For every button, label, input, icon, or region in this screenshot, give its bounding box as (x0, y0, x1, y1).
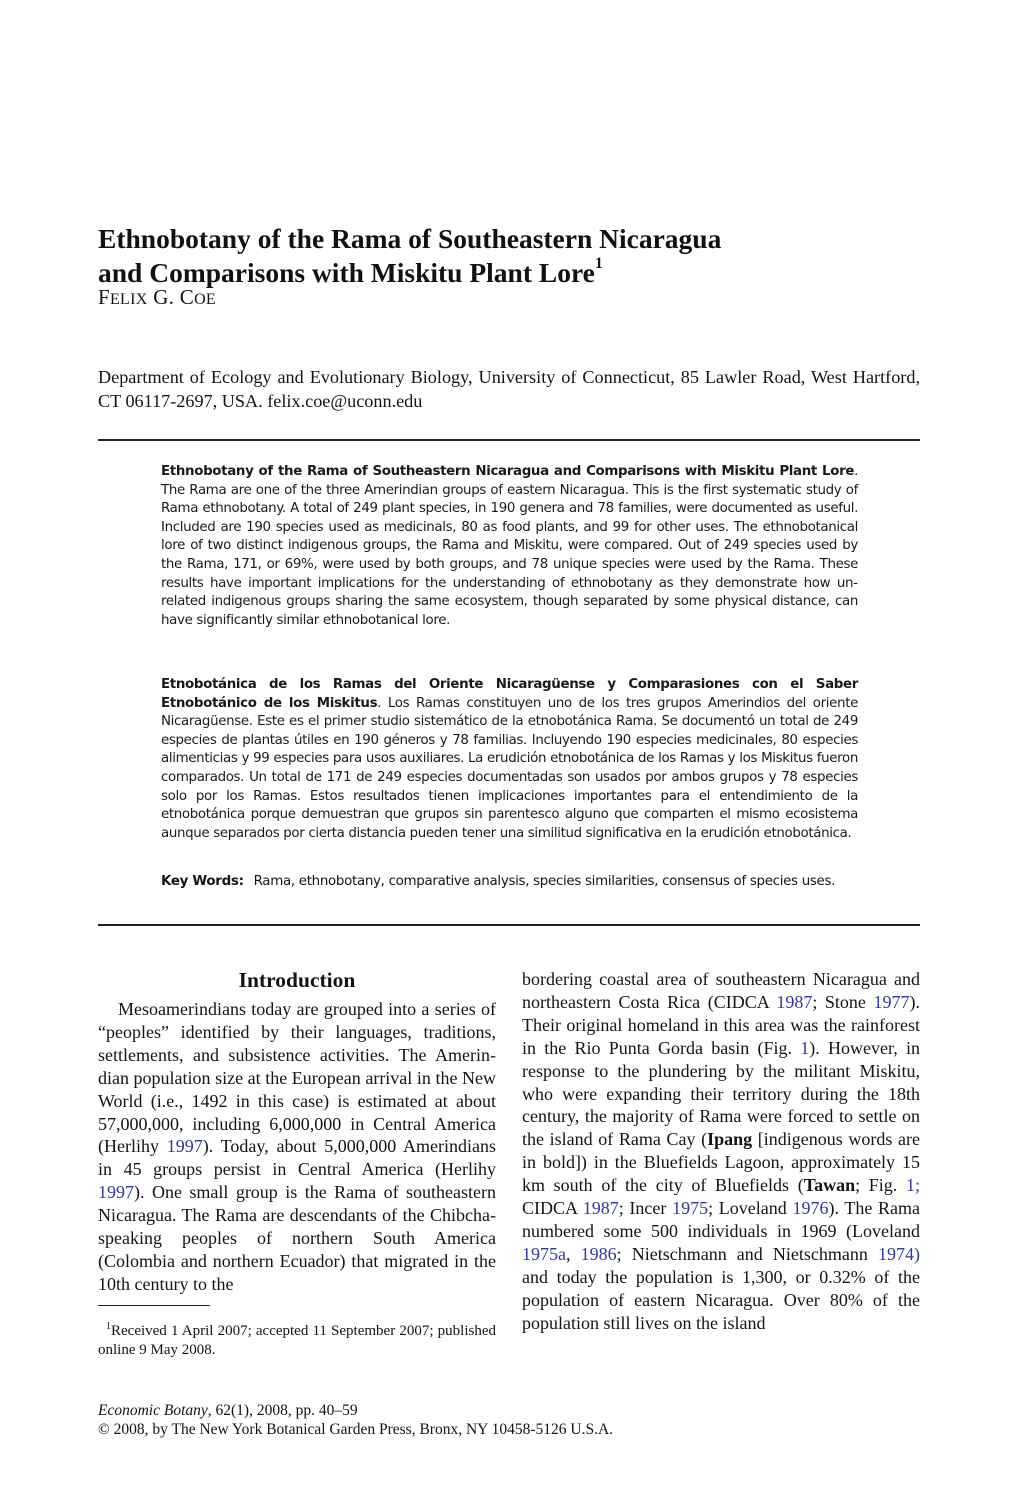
copyright-notice: © 2008, by The New York Botanical Garden Press, Bronx, NY 10458-5126 U.S.A. (98, 1420, 614, 1438)
text-run: CIDCA (522, 1198, 583, 1219)
figure-link[interactable]: 1 (800, 1037, 810, 1058)
citation-link[interactable]: 1997 (98, 1182, 134, 1203)
section-heading-introduction: Introduction (238, 968, 356, 992)
text-run: ; Loveland (708, 1198, 793, 1219)
keywords-text: Rama, ethnobotany, comparative analysis, species similarities, consensus of species uses. (253, 874, 836, 889)
abstract-english (161, 463, 858, 630)
citation-link[interactable]: 1977 (873, 991, 910, 1012)
title-line-2: and Comparisons with Miskitu Plant Lore (98, 257, 595, 288)
author-middle: G. (153, 285, 175, 309)
indigenous-word: Ipang (707, 1129, 753, 1150)
intro-right-column (522, 968, 920, 1335)
citation-link[interactable]: 1974) (878, 1243, 920, 1264)
text-run: ). Today, about 5,000,000 Amerindians in 45 groups persist in Central America (Herlihy (98, 1136, 496, 1180)
bottom-divider (98, 924, 920, 926)
text-run: ). The Rama numbered some 500 individuals in 1969 (Loveland (522, 1198, 921, 1241)
abstract-english-title: Ethnobotany of the Rama of Southeastern Nicaragua and Comparisons with Miskitu Plant Lore (161, 464, 855, 479)
footnote-text: Received 1 April 2007; accepted 11 September 2007; published online 9 May 2008. (98, 1323, 496, 1358)
journal-name: Economic Botany (98, 1402, 208, 1419)
footnote (98, 1318, 496, 1359)
author-first-initial: F (98, 285, 110, 309)
author-affiliation: Department of Ecology and Evolutionary Biology, University of Connecticut, 85 Lawler Road, West Hartford, CT 06117-2697, USA. felix.coe@uconn.edu (98, 367, 920, 411)
keywords (161, 873, 858, 892)
citation-link[interactable]: 1987 (776, 991, 813, 1012)
abstract-spanish (161, 676, 858, 843)
author-last-rest: OE (194, 291, 217, 308)
intro-left-column (98, 998, 496, 1296)
citation-link[interactable]: 1997 (166, 1136, 203, 1157)
text-run: and today the population is 1,300, or 0.32% of the population of eastern Nicaragua. Over 80% of the population still lives on the island (522, 1266, 920, 1333)
text-run: ). Their original homeland in this area was the rainforest in the Rio Punta Gorda basin (Fig. (522, 991, 920, 1058)
author-name (98, 285, 216, 310)
abstract-english-body: . The Rama are one of the three Amerindian groups of eastern Nicaragua. This is the first systematic study of Rama ethnobotany. A total of 249 plant species, in 190 genera and 78 families, were documented as useful. Included are 190 species used as medicinals, 80 as food plants, and 99 for other uses. The ethnobotanical lore of two distinct indigenous groups, the Rama and Miskitu, were compared. Out of 249 species used by the Rama, 171, or 69%, were used by both groups, and 78 unique species were used by the Rama. These results have important implications for the understanding of ethnobotany as they demonstrate how unrelated indigenous groups sharing the same ecosystem, though separated by some physical distance, can have significantly similar ethnobotanical lore. (161, 464, 858, 628)
text-run: , (566, 1243, 581, 1264)
text-run: ). However, in response to the plundering by the militant Miskitu, who were expanding their territory during the 18th century, the majority of Rama were forced to settle on the island of Rama Cay ( (522, 1037, 920, 1150)
footnote-divider (98, 1305, 210, 1306)
indigenous-word: Tawan (803, 1175, 856, 1196)
citation-link[interactable]: 1975a (522, 1243, 566, 1264)
abstract-spanish-title: Etnobotánica de los Ramas del Oriente Nicaragüense y Comparasiones con el Saber Etnobotánico de los Miskitus (161, 677, 858, 711)
text-run: [indigenous words are in bold]) in the Bluefields Lagoon, approximately 15 km south of the city of Bluefields ( (522, 1129, 920, 1196)
citation-link[interactable]: 1987 (582, 1198, 619, 1219)
text-run: ). One small group is the Rama of southeastern Nicaragua. The Rama are descendants of the Chibcha-speaking peoples of northern South America (Colombia and northern Ecuador) that migrated in the 10th century to the (98, 1182, 496, 1294)
article-title (98, 222, 938, 290)
text-run: bordering coastal area of southeastern Nicaragua and northeastern Costa Rica (CIDCA (522, 969, 920, 1012)
page-footer (98, 1402, 613, 1439)
top-divider (98, 439, 920, 441)
footnote-mark: 1 (106, 1321, 111, 1332)
title-footnote-mark[interactable]: 1 (594, 255, 603, 272)
text-run: ; Incer (618, 1198, 673, 1219)
citation-link[interactable]: 1986 (580, 1243, 617, 1264)
figure-link[interactable]: 1; (905, 1175, 920, 1196)
citation-link[interactable]: 1976 (792, 1198, 829, 1219)
author-first-rest: ELIX (109, 291, 148, 308)
abstract-spanish-body: . Los Ramas constituyen uno de los tres grupos Amerindios del oriente Nicaragüense. Este es el primer studio sistemático de la etnobotánica Rama. Se documentó un total de 249 especies de plantas útiles en 190 géneros y 78 familias. Incluyendo 190 especies medicinales, 80 especies alimenticias y 99 especies para usos auxiliares. La erudición etnobotánica de los Ramas y los Miskitus fueron comparados. Un total de 171 de 249 especies documentadas son usados por ambos grupos y 78 especies solo por los Ramas. Estos resultados tienen implicaciones importantes para el entendimiento de la etnobotánica porque demuestran que grupos sin parentesco alguno que comparten el mismo ecosistema aunque separados por cierta distancia pueden tener una similitud significativa en la erudición etnobotánica. (161, 695, 858, 841)
text-run: Mesoamerindians today are grouped into a series of “peoples” identified by their languages, traditions, settlements, and subsistence activities. The Amerindian population size at the European arrival in the New World (i.e., 1492 in this case) is estimated at about 57,000,000, including 6,000,000 in Central America (Herlihy (98, 999, 496, 1157)
text-run: ; Fig. (855, 1175, 906, 1196)
citation-link[interactable]: 1975 (672, 1198, 709, 1219)
title-line-1: Ethnobotany of the Rama of Southeastern Nicaragua (98, 223, 722, 254)
keywords-label: Key Words: (161, 874, 244, 889)
journal-citation: , 62(1), 2008, pp. 40–59 (207, 1402, 358, 1419)
text-run: ; Stone (812, 991, 874, 1012)
text-run: ; Nietschmann and Nietschmann (616, 1243, 878, 1264)
author-last-initial: C (179, 285, 195, 309)
